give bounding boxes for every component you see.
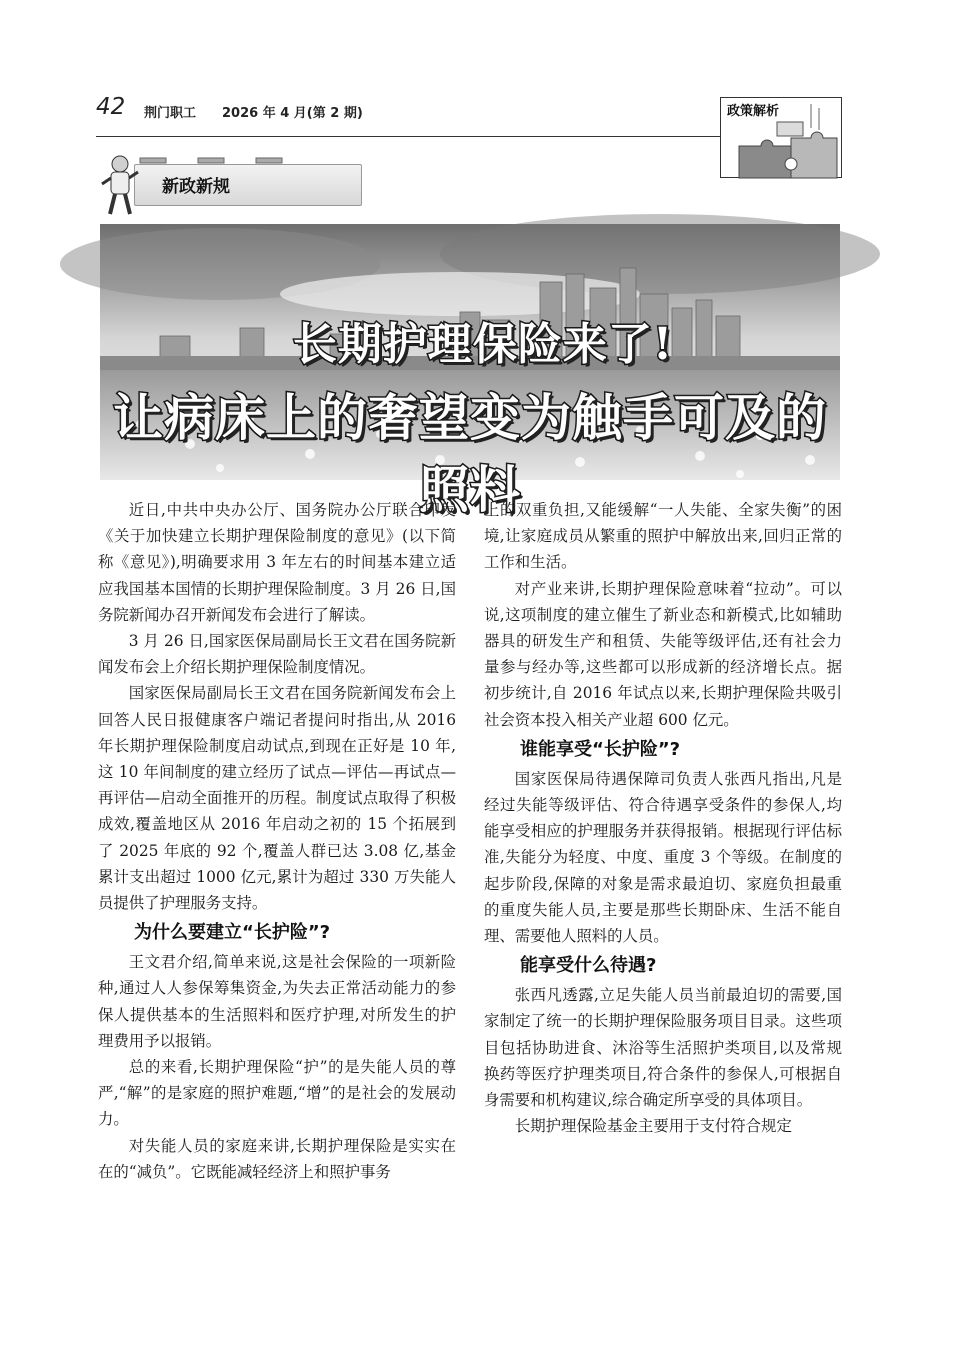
hero-title-line2: 让病床上的奢望变为触手可及的照料	[113, 388, 827, 519]
header-rule	[96, 136, 722, 137]
section-label: 新政新规	[162, 177, 230, 197]
mascot-icon	[100, 154, 140, 220]
paragraph: 张西凡透露,立足失能人员当前最迫切的需要,国家制定了统一的长期护理保险服务项目目录。这些项目包括协助进食、沐浴等生活照护类项目,以及常规换药等医疗护理类项目,符合条件的参保人,可根据自身需要和机构建议,综合确定所享受的具体项目。	[484, 986, 842, 1110]
paragraph: 上的双重负担,又能缓解“一人失能、全家失衡”的困境,让家庭成员从繁重的照护中解放出来,回归正常的工作和生活。	[484, 501, 842, 572]
subheading: 谁能享受“长护险”?	[520, 738, 681, 760]
paragraph: 对产业来讲,长期护理保险意味着“拉动”。可以说,这项制度的建立催生了新业态和新模式,比如辅助器具的研发生产和租赁、失能等级评估,还有社会力量参与经办等,这些都可以形成新的经济增长点。据初步统计,自 2016 年试点以来,长期护理保险共吸引社会资本投入相关产业超 600 亿元。	[484, 579, 842, 729]
page-number: 42	[96, 94, 126, 120]
paragraph: 对失能人员的家庭来讲,长期护理保险是实实在在的“减负”。它既能减轻经济上和照护事务	[98, 1136, 456, 1181]
column-label: 政策解析	[727, 104, 780, 119]
article-right-column	[484, 497, 842, 1139]
article-left-column	[98, 497, 456, 1185]
subheading: 为什么要建立“长护险”?	[134, 922, 331, 944]
paragraph: 国家医保局待遇保障司负责人张西凡指出,凡是经过失能等级评估、符合待遇享受条件的参保人,均能享受相应的护理服务并获得报销。根据现行评估标准,失能分为轻度、中度、重度 3 个等级。在制度的起步阶段,保障的对象是需求最迫切、家庭负担最重的重度失能人员,主要是那些长期卧床、生活不能自理、需要他人照料的人员。	[484, 769, 842, 946]
paragraph: 长期护理保险基金主要用于支付符合规定	[514, 1117, 792, 1136]
section-tag	[96, 150, 276, 220]
paragraph: 总的来看,长期护理保险“护”的是失能人员的尊严,“解”的是家庭的照护难题,“增”的是社会的发展动力。	[98, 1058, 456, 1129]
paragraph: 3 月 26 日,国家医保局副局长王文君在国务院新闻发布会上介绍长期护理保险制度情况。	[98, 632, 456, 677]
column-label-box	[720, 97, 842, 178]
paragraph: 近日,中共中央办公厅、国务院办公厅联合印发《关于加快建立长期护理保险制度的意见》(以下简称《意见》),明确要求用 3 年左右的时间基本建立适应我国基本国情的长期护理保险制度。3 月 26 日,国务院新闻办召开新闻发布会进行了解读。	[98, 501, 456, 624]
page-header	[96, 94, 722, 138]
paragraph: 王文君介绍,简单来说,这是社会保险的一项新险种,通过人人参保筹集资金,为失去正常活动能力的参保人提供基本的生活照料和医疗护理,对所发生的护理费用予以报销。	[98, 953, 456, 1050]
paragraph: 国家医保局副局长王文君在国务院新闻发布会上回答人民日报健康客户端记者提问时指出,从 2016 年长期护理保险制度启动试点,到现在正好是 10 年,这 10 年间制度的建立经历了试点—评估—再试点—再评估—启动全面推开的历程。制度试点取得了积极成效,覆盖地区从 2016 年启动之初的 15 个拓展到了 2025 年底的 92 个,覆盖人群已达 3.08 亿,基金累计支出超过 1000 亿元,累计为超过 330 万失能人员提供了护理服务支持。	[98, 684, 456, 913]
hero-banner	[100, 224, 840, 519]
magazine-name: 荆门职工	[144, 106, 197, 121]
hero-title-line1: 长期护理保险来了!	[292, 319, 674, 370]
subheading: 能享受什么待遇?	[520, 955, 657, 977]
issue-date: 2026 年 4 月(第 2 期)	[222, 106, 363, 121]
